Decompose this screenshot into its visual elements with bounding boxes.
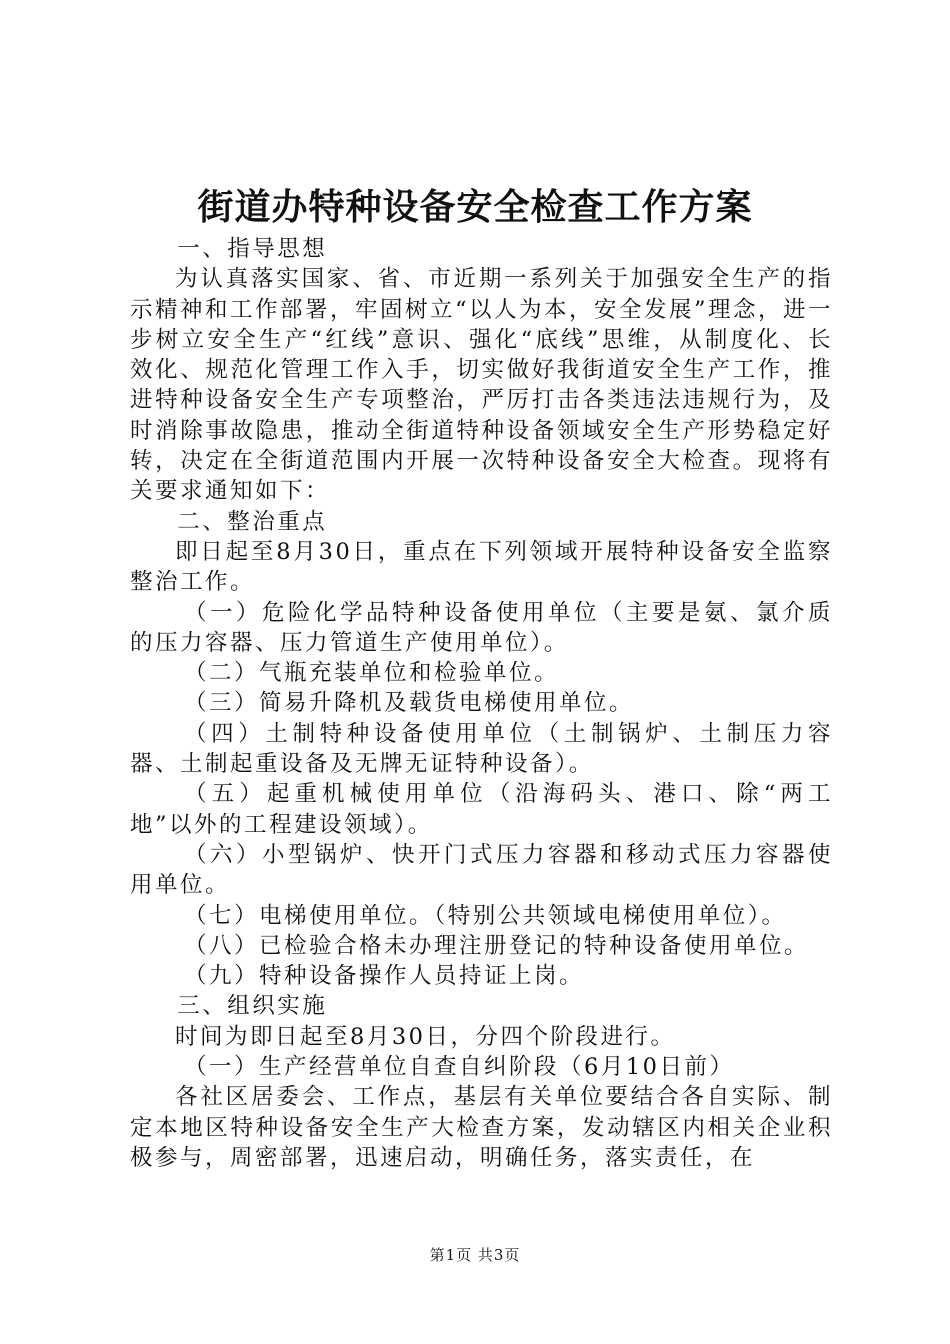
list-item: （四）土制特种设备使用单位（土制锅炉、土制压力容器、土制起重设备及无牌无证特种设备）。 (130, 720, 833, 778)
body-paragraph: 时间为即日起至8月30日，分四个阶段进行。 (175, 1023, 676, 1050)
list-item: （七）电梯使用单位。（特别公共领域电梯使用单位）。 (184, 902, 787, 929)
document-title: 街道办特种设备安全检查工作方案 (197, 186, 753, 228)
document-body (130, 234, 833, 1173)
subsection-heading: （一）生产经营单位自查自纠阶段（6月10日前） (184, 1054, 735, 1081)
section-heading: 三、组织实施 (177, 993, 328, 1020)
list-item: （九）特种设备操作人员持证上岗。 (184, 963, 585, 990)
body-paragraph: 为认真落实国家、省、市近期一系列关于加强安全生产的指示精神和工作部署，牢固树立“以人为本，安全发展”理念，进一步树立安全生产“红线”意识、强化“底线”思维，从制度化、长效化、规范化管理工作入手，切实做好我街道安全生产工作，推进特种设备安全生产专项整治，严厉打击各类违法违规行为，及时消除事故隐患，推动全街道特种设备领域安全生产形势稳定好转，决定在全街道范围内开展一次特种设备安全大检查。现将有关要求通知如下： (130, 266, 834, 505)
list-item: （三）简易升降机及载货电梯使用单位。 (184, 690, 635, 717)
list-item: （六）小型锅炉、快开门式压力容器和移动式压力容器使用单位。 (130, 841, 833, 899)
list-item: （一）危险化学品特种设备使用单位（主要是氨、氯介质的压力容器、压力管道生产使用单位）。 (130, 599, 833, 656)
body-paragraph: 即日起至8月30日，重点在下列领域开展特种设备安全监察整治工作。 (130, 538, 833, 596)
page-footer: 第1页 共3页 (429, 1246, 521, 1264)
list-item: （八）已检验合格未办理注册登记的特种设备使用单位。 (184, 932, 810, 959)
list-item: （五）起重机械使用单位（沿海码头、港口、除“两工地”以外的工程建设领域）。 (130, 781, 833, 838)
section-heading: 二、整治重点 (177, 508, 328, 535)
list-item: （二）气瓶充装单位和检验单位。 (184, 660, 560, 687)
body-paragraph: 各社区居委会、工作点，基层有关单位要结合各自实际、制定本地区特种设备安全生产大检查方案，发动辖区内相关企业积极参与，周密部署，迅速启动，明确任务，落实责任，在 (130, 1084, 833, 1171)
section-heading: 一、指导思想 (177, 236, 328, 262)
